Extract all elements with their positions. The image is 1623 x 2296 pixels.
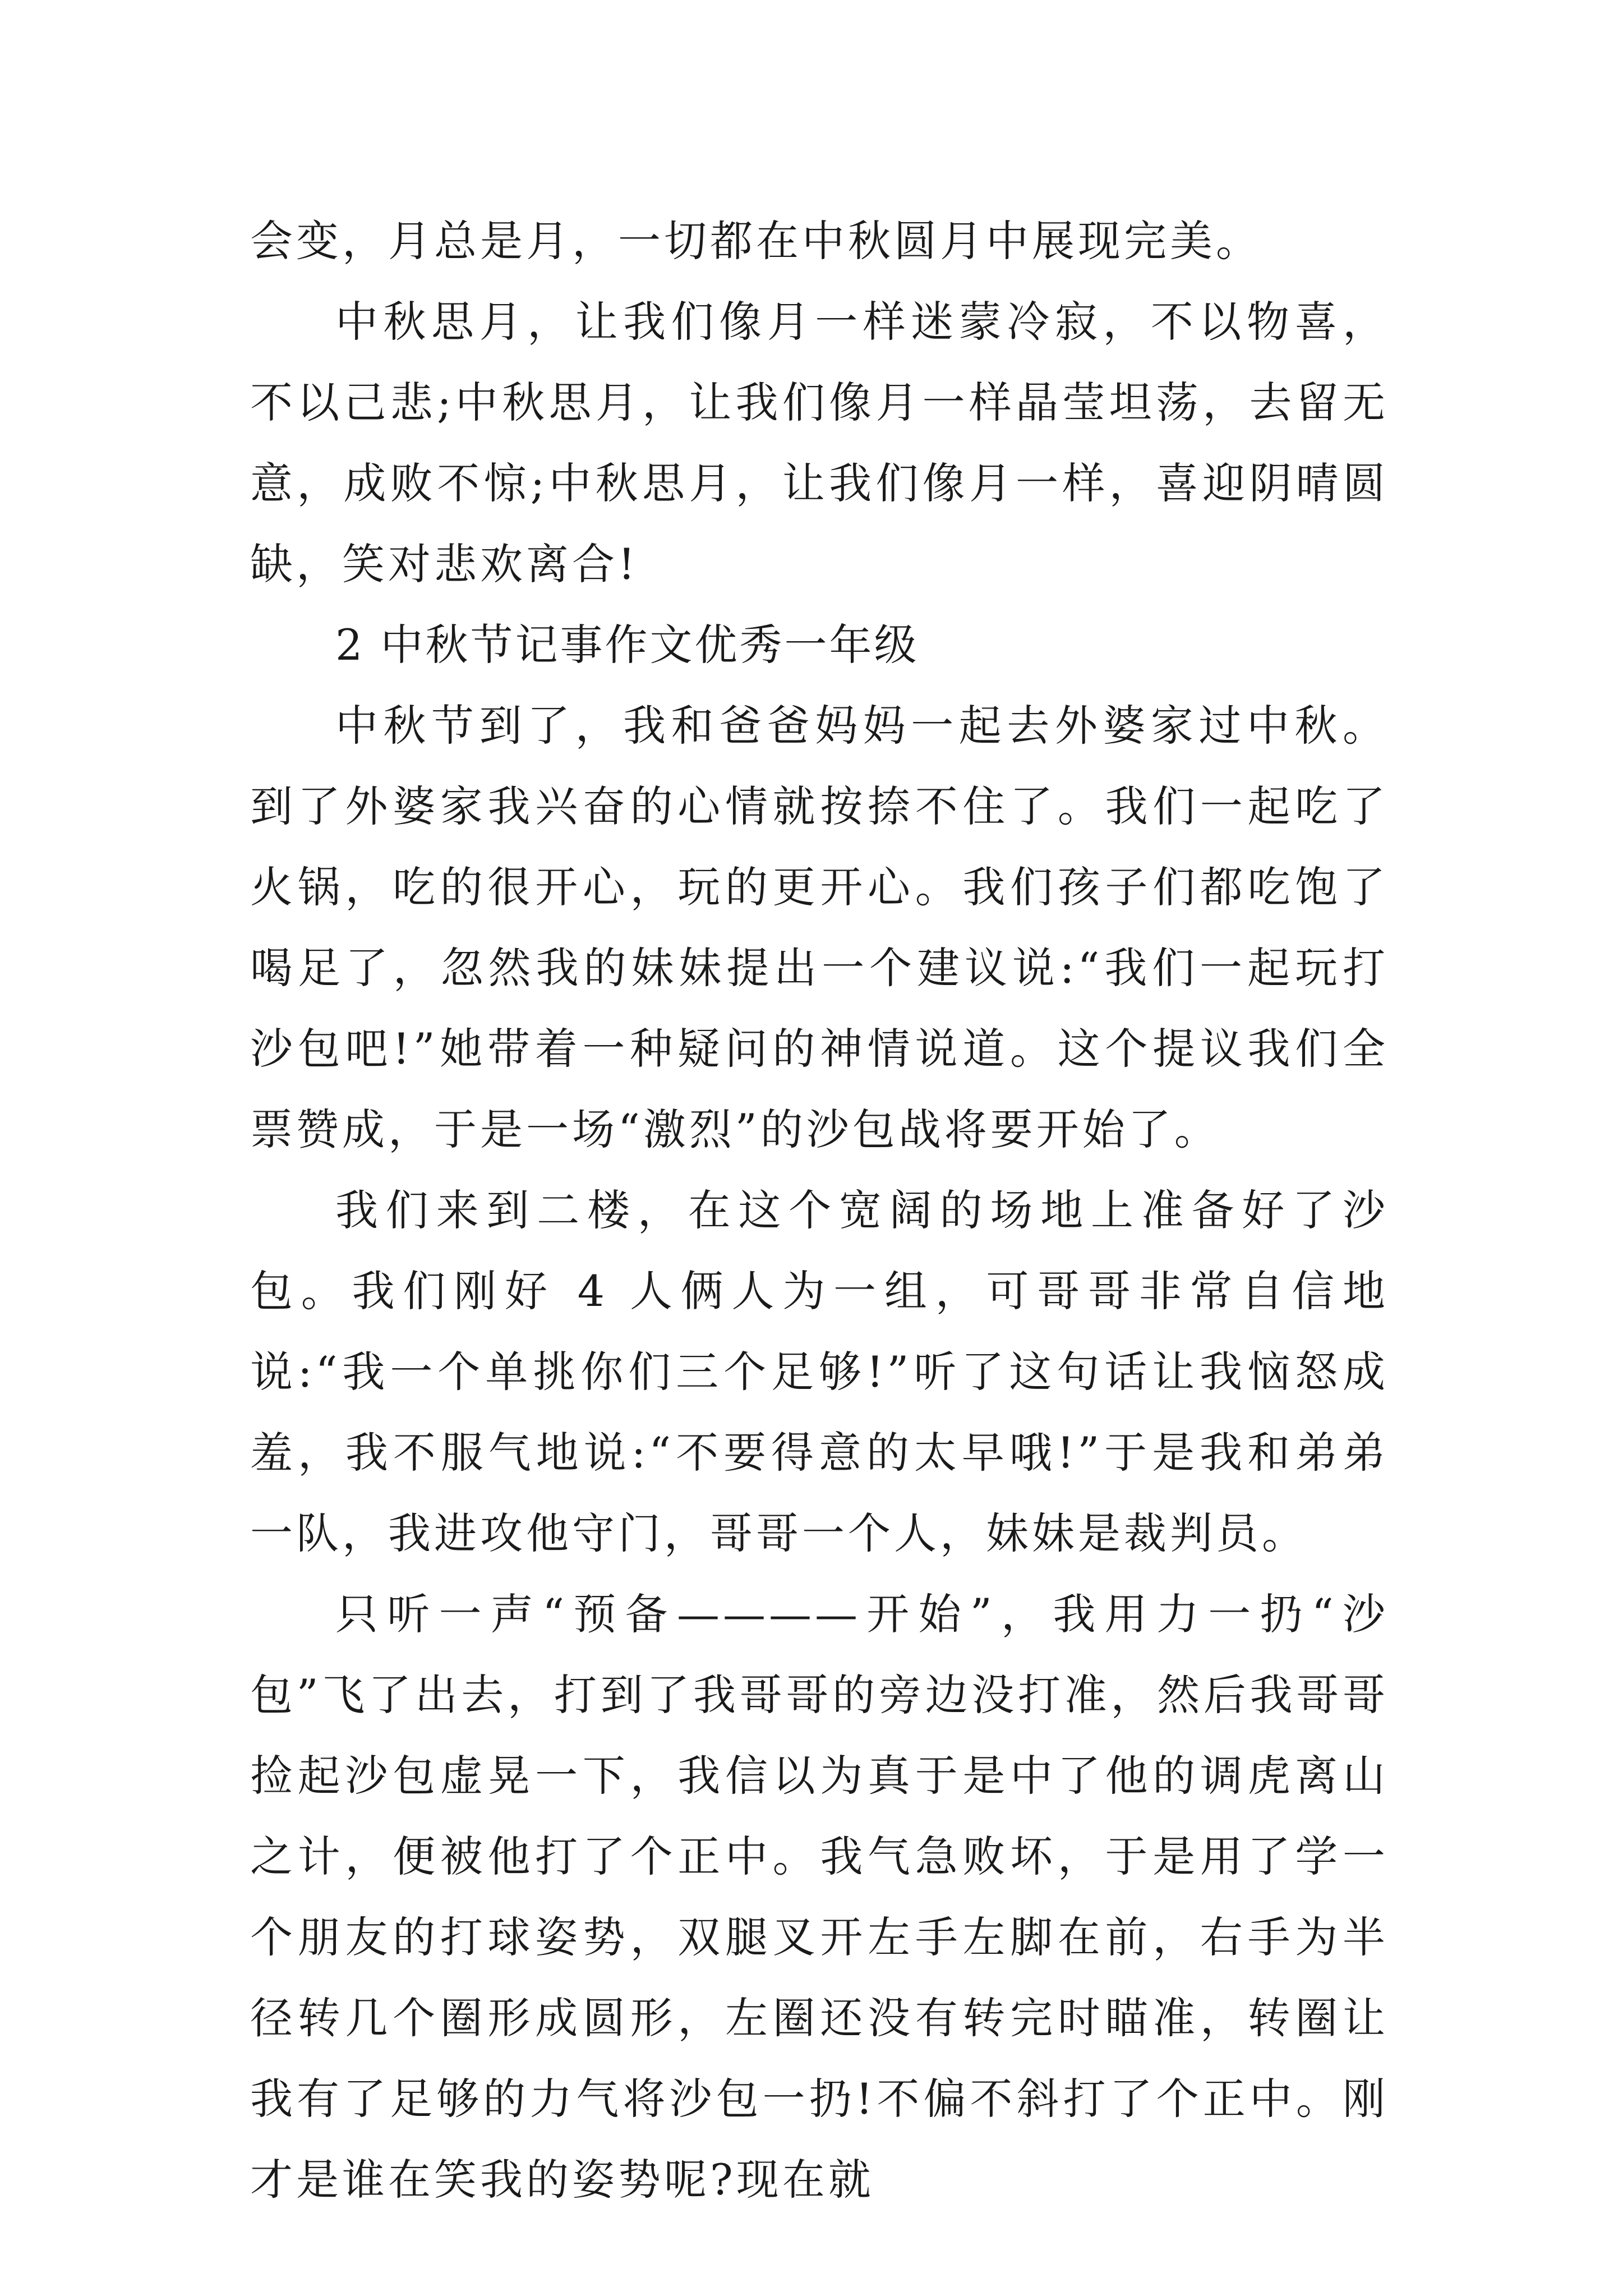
paragraph-2: 中秋思月，让我们像月一样迷蒙冷寂，不以物喜，不以己悲;中秋思月，让我们像月一样晶莹坦荡，去留无意，成败不惊;中秋思月，让我们像月一样，喜迎阴晴圆缺，笑对悲欢离合!	[250, 297, 1389, 589]
paragraph-5: 只听一声“预备————开始”，我用力一扔“沙包”飞了出去，打到了我哥哥的旁边没打准，然后我哥哥捡起沙包虚晃一下，我信以为真于是中了他的调虎离山之计，便被他打了个正中。我气急败坏，于是用了学一个朋友的打球姿势，双腿叉开左手左脚在前，右手为半径转几个圈形成圆形，左圈还没有转完时瞄准，转圈让我有了足够的力气将沙包一扔!不偏不斜打了个正中。刚才是谁在笑我的姿势呢?现在就	[250, 1589, 1389, 2205]
paragraph-4: 我们来到二楼，在这个宽阔的场地上准备好了沙包。我们刚好 4 人俩人为一组，可哥哥非常自信地说:“我一个单挑你们三个足够!”听了这句话让我恼怒成羞，我不服气地说:“不要得意的太早哦!”于是我和弟弟一队，我进攻他守门，哥哥一个人，妹妹是裁判员。	[250, 1185, 1389, 1558]
document-body	[250, 201, 1389, 2220]
paragraph-3: 中秋节到了，我和爸爸妈妈一起去外婆家过中秋。到了外婆家我兴奋的心情就按捺不住了。我们一起吃了火锅，吃的很开心，玩的更开心。我们孩子们都吃饱了喝足了，忽然我的妹妹提出一个建议说:“我们一起玩打沙包吧!”她带着一种疑问的神情说道。这个提议我们全票赞成，于是一场“激烈”的沙包战将要开始了。	[250, 701, 1389, 1154]
section-heading: 2 中秋节记事作文优秀一年级	[335, 620, 919, 670]
paragraph-1: 会变，月总是月，一切都在中秋圆月中展现完美。	[250, 216, 1262, 266]
